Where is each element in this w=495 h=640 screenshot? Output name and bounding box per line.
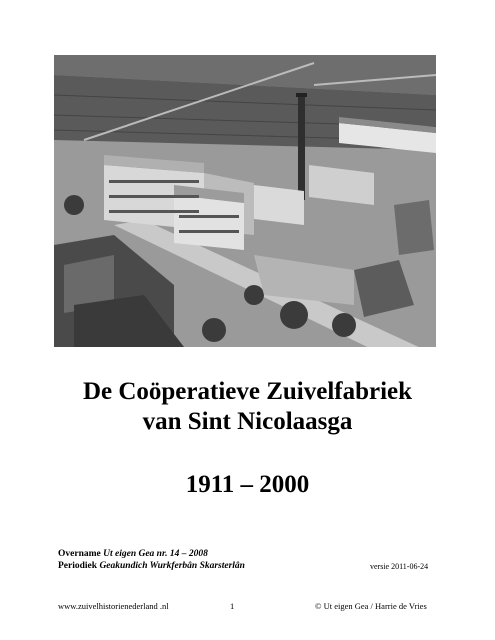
source-line-1 xyxy=(58,548,208,560)
aerial-photo xyxy=(54,55,436,347)
aerial-photo-illustration xyxy=(54,55,436,347)
source-line-2 xyxy=(58,560,245,572)
title-years: 1911 – 2000 xyxy=(185,471,310,498)
footer-copyright: © Ut eigen Gea / Harrie de Vries xyxy=(315,601,427,611)
footer-page-number: 1 xyxy=(230,601,235,611)
source-line-1-value: Ut eigen Gea nr. 14 – 2008 xyxy=(103,549,208,559)
source-line-2-label: Periodiek xyxy=(58,561,98,571)
version-date: versie 2011-06-24 xyxy=(370,562,429,571)
footer-website[interactable]: www.zuivelhistorienederland .nl xyxy=(58,601,169,611)
title-line-1: De Coöperatieve Zuivelfabriek xyxy=(82,378,413,405)
source-line-1-label: Overname xyxy=(58,549,101,559)
source-line-2-value: Geakundich Wurkferbân Skarsterlân xyxy=(99,561,245,571)
title-line-2: van Sint Nicolaasga xyxy=(142,408,353,435)
